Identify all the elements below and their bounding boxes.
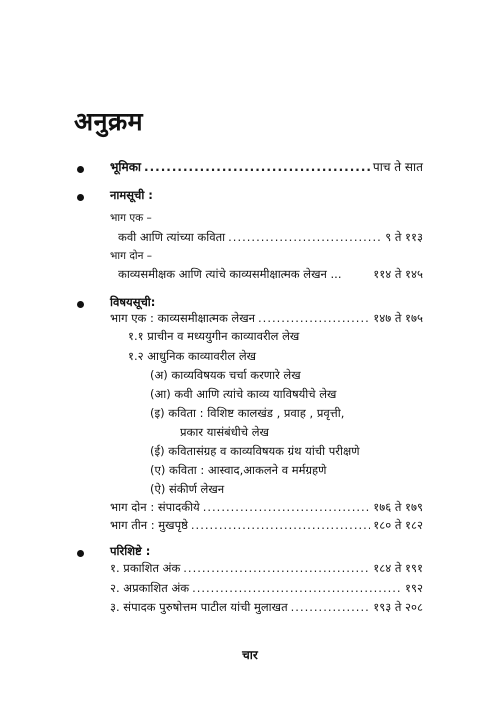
toc-page: १४७ ते १७५ (373, 311, 423, 325)
dot-leader (228, 229, 382, 245)
toc-entry-bhag-don[interactable] (110, 499, 423, 515)
toc-label: १. प्रकाशित अंक (110, 561, 181, 575)
toc-label: काव्यसमीक्षक आणि त्यांचे काव्यसमीक्षात्मक लेखन ... (118, 267, 342, 281)
part-label: भाग एक – (110, 212, 152, 224)
dot-leader (191, 517, 370, 533)
toc-page: १८४ ते १९१ (373, 561, 423, 575)
item-aa: (आ) कवी आणि त्यांचे काव्य याविषयीचे लेख (150, 387, 337, 401)
subsection-1-1: १.१ प्राचीन व मध्ययुगीन काव्यावरील लेख (128, 329, 300, 343)
toc-label: भाग दोन : संपादकीये (110, 500, 200, 514)
toc-page: १९२ (405, 581, 423, 595)
toc-label: भाग एक : काव्यसमीक्षात्मक लेखन (110, 311, 256, 325)
dot-leader (291, 599, 371, 615)
toc-label: कवी आणि त्यांच्या कविता (118, 230, 226, 244)
bullet-parishishte (77, 550, 84, 557)
toc-page: पाच ते सात (372, 160, 423, 174)
item-ii: (ई) कवितासंग्रह व काव्यविषयक ग्रंथ यांची परीक्षणे (150, 444, 360, 458)
toc-label: भूमिका (110, 160, 142, 174)
toc-label: भाग तीन : मुखपृष्ठे (110, 518, 188, 532)
page-title: अनुक्रम (74, 107, 144, 136)
toc-label: २. अप्रकाशित अंक (110, 581, 190, 595)
toc-entry-kavyasamikshak[interactable] (118, 266, 423, 282)
toc-page: ११४ ते १४५ (373, 267, 423, 281)
section-heading-vishaysuchi: विषयसूची: (110, 295, 156, 309)
toc-page: ९ ते ११३ (385, 230, 423, 244)
toc-page: १८० ते १८२ (373, 518, 423, 532)
toc-entry-bhag-ek[interactable] (110, 310, 423, 326)
section-heading-namsuchi: नामसूची : (110, 188, 153, 202)
toc-entry-mulakhat[interactable] (110, 599, 423, 615)
toc-label: ३. संपादक पुरुषोत्तम पाटील यांची मुलाखत (110, 600, 288, 614)
bullet-bhumika (77, 166, 84, 173)
toc-page: १९३ ते २०८ (373, 600, 423, 614)
dot-leader (192, 580, 402, 596)
dot-leader (203, 499, 371, 515)
item-e: (ए) कविता : आस्वाद,आकलने व मर्मग्रहणे (150, 463, 327, 477)
dot-leader (144, 159, 370, 175)
toc-entry-bhumika[interactable] (110, 159, 423, 175)
toc-entry-kavi[interactable] (118, 229, 423, 245)
subsection-1-2: १.२ आधुनिक काव्यावरील लेख (128, 349, 257, 363)
dot-leader (183, 560, 370, 576)
section-heading-parishishte: परिशिष्टे : (110, 544, 151, 558)
dot-leader (258, 310, 370, 326)
page-number: चार (242, 648, 258, 662)
toc-page: १७६ ते १७९ (373, 500, 423, 514)
bullet-vishaysuchi (77, 301, 84, 308)
item-i-continued: प्रकार यासंबंधीचे लेख (180, 425, 269, 439)
part-label: भाग दोन – (110, 250, 153, 262)
toc-entry-bhag-teen[interactable] (110, 517, 423, 533)
item-i: (इ) कविता : विशिष्ट कालखंड , प्रवाह , प्रवृत्ती, (150, 406, 345, 420)
item-ai: (ऐ) संकीर्ण लेखन (150, 482, 225, 496)
toc-entry-aprakashit-ank[interactable] (110, 580, 423, 596)
toc-entry-prakashit-ank[interactable] (110, 560, 423, 576)
bullet-namsuchi (77, 194, 84, 201)
item-a: (अ) काव्यविषयक चर्चा करणारे लेख (150, 368, 301, 382)
